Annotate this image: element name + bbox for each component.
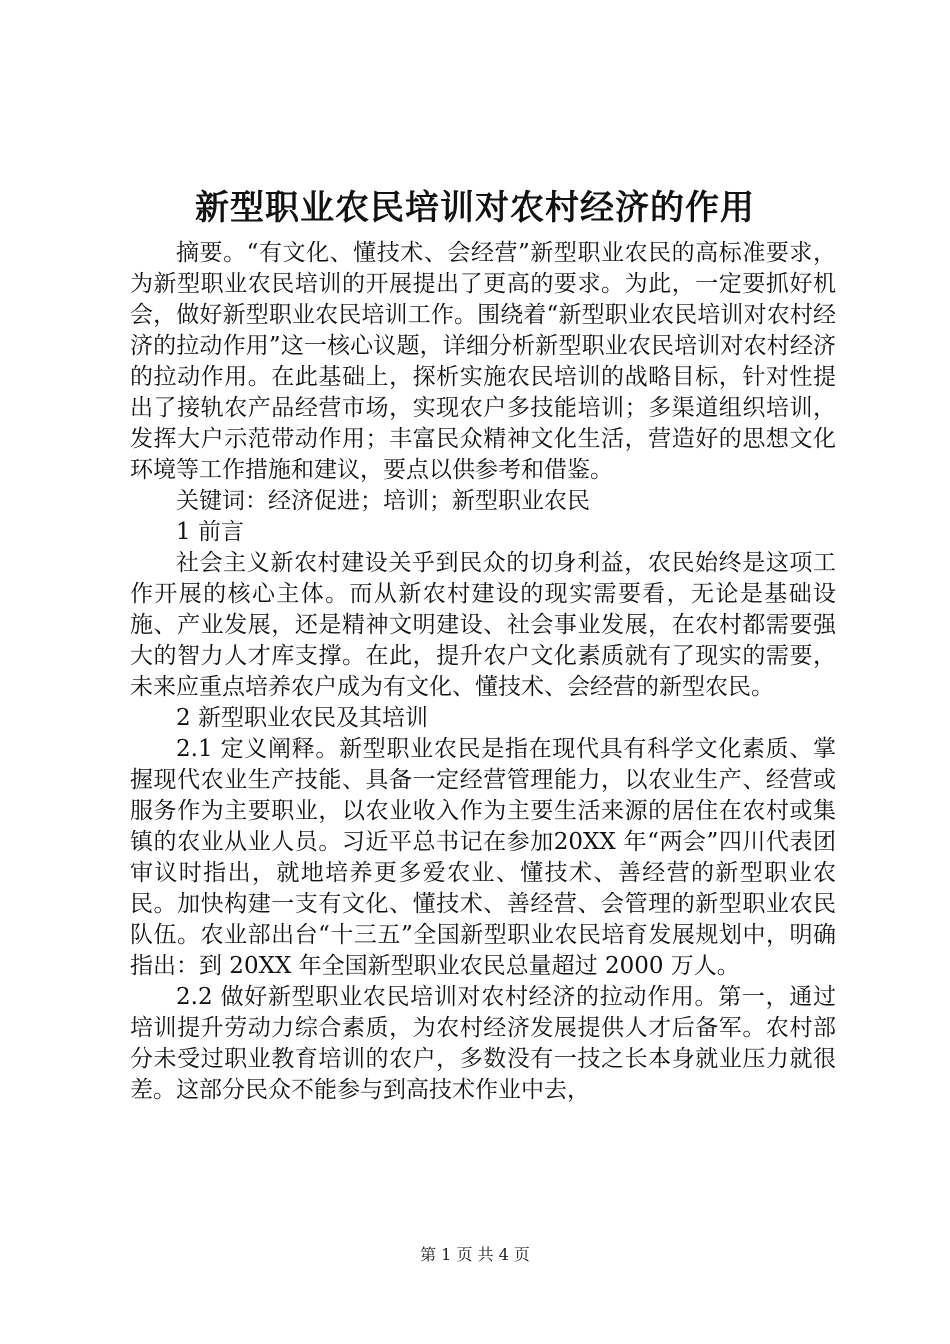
document-body xyxy=(130,238,836,1106)
definition-paragraph: 2.1 定义阐释。新型职业农民是指在现代具有科学文化素质、掌握现代农业生产技能、具备一定经营管理能力，以农业生产、经营或服务作为主要职业，以农业收入作为主要生活来源的居住在农村或集镇的农业从业人员。习近平总书记在参加20XX 年“两会”四川代表团审议时指出，就地培养更多爱农业、懂技术、善经营的新型职业农民。加快构建一支有文化、懂技术、善经营、会管理的新型职业农民队伍。农业部出台“十三五”全国新型职业农民培育发展规划中，明确指出：到 20XX 年全国新型职业农民总量超过 2000 万人。 xyxy=(130,736,836,979)
economic-effect-paragraph: 2.2 做好新型职业农民培训对农村经济的拉动作用。第一，通过培训提升劳动力综合素质，为农村经济发展提供人才后备军。农村部分未受过职业教育培训的农户，多数没有一技之长本身就业压力就很差。这部分民众不能参与到高技术作业中去， xyxy=(130,984,836,1103)
section-heading-introduction: 1 前言 xyxy=(176,519,244,545)
page-footer: 第 1 页 共 4 页 xyxy=(420,1245,530,1264)
document-title: 新型职业农民培训对农村经济的作用 xyxy=(195,188,755,228)
keywords-paragraph: 关键词：经济促进；培训；新型职业农民 xyxy=(176,488,590,514)
abstract-paragraph: 摘要。“有文化、懂技术、会经营”新型职业农民的高标准要求，为新型职业农民培训的开展提出了更高的要求。为此，一定要抓好机会，做好新型职业农民培训工作。围绕着“新型职业农民培训对农村经济的拉动作用”这一核心议题，详细分析新型职业农民培训对农村经济的拉动作用。在此基础上，探析实施农民培训的战略目标，针对性提出了接轨农产品经营市场，实现农户多技能培训；多渠道组织培训，发挥大户示范带动作用；丰富民众精神文化生活，营造好的思想文化环境等工作措施和建议，要点以供参考和借鉴。 xyxy=(130,240,836,483)
introduction-paragraph: 社会主义新农村建设关乎到民众的切身利益，农民始终是这项工作开展的核心主体。而从新农村建设的现实需要看，无论是基础设施、产业发展，还是精神文明建设、社会事业发展，在农村都需要强大的智力人才库支撑。在此，提升农户文化素质就有了现实的需要，未来应重点培养农户成为有文化、懂技术、会经营的新型农民。 xyxy=(130,550,836,700)
section-heading-training: 2 新型职业农民及其培训 xyxy=(176,705,428,731)
